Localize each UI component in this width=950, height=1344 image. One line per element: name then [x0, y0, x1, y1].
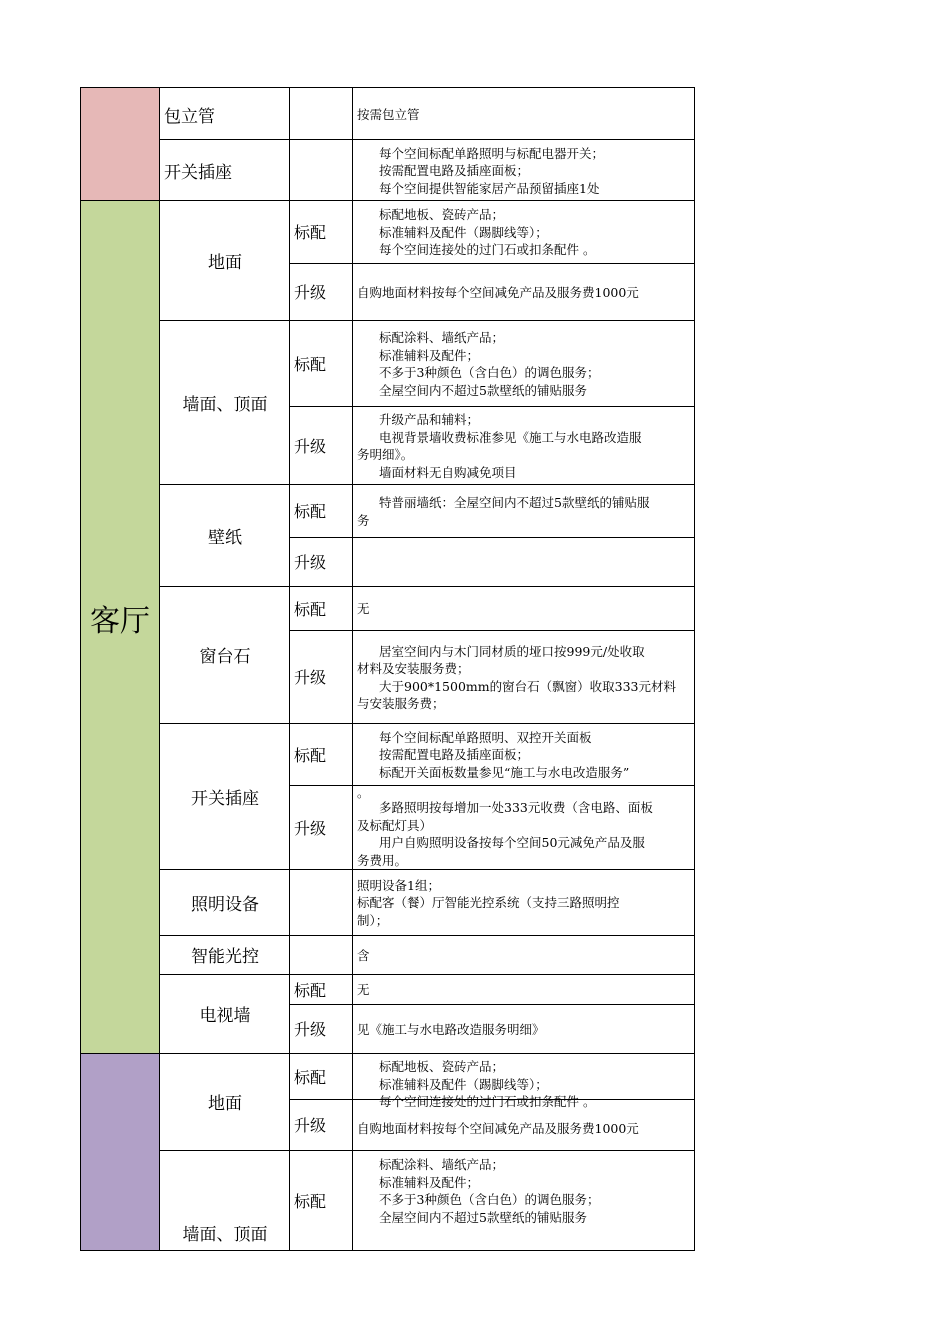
desc-cell	[353, 1004, 695, 1053]
desc-cell	[353, 200, 695, 263]
tier-upgrade: 升级	[294, 668, 327, 687]
desc-line: 墙面材料无自购减免项目	[379, 464, 517, 480]
desc-cell	[353, 320, 695, 406]
desc-line: 每个空间连接处的过门石或扣条配件 。	[379, 1094, 596, 1109]
desc-line: 标配涂料、墙纸产品；	[379, 1157, 505, 1172]
tier-standard: 标配	[294, 745, 327, 765]
grid-hline	[290, 1004, 695, 1005]
tier-standard: 标配	[294, 1192, 327, 1211]
desc-line: 务费用。	[357, 852, 408, 868]
grid-vline	[694, 87, 695, 1251]
room-block-purple	[81, 1053, 159, 1251]
item-cell: 墙面、顶面	[182, 1225, 268, 1245]
tier-upgrade: 升级	[294, 553, 327, 572]
tier-upgrade: 升级	[294, 436, 327, 456]
grid-hline	[81, 1053, 695, 1054]
desc-line: 标配地板、瓷砖产品；	[379, 207, 505, 223]
grid-hline	[81, 1250, 695, 1251]
desc-line: 标准辅料及配件；	[379, 1174, 480, 1190]
desc-line: 标配开关面板数量参见“施工与水电改造服务”	[379, 764, 630, 780]
grid-hline	[160, 484, 695, 485]
desc-line: 全屋空间内不超过5款壁纸的铺贴服务	[379, 382, 587, 398]
grid-hline	[290, 263, 695, 264]
desc-line: 制）；	[357, 912, 389, 928]
grid-hline	[160, 320, 695, 321]
item-cell: 地面	[208, 1094, 242, 1114]
tier-standard: 标配	[294, 223, 327, 242]
desc-line: 。	[357, 785, 370, 800]
item-cell: 壁纸	[208, 527, 242, 548]
desc-line: 每个空间标配单路照明与标配电器开关；	[379, 145, 605, 161]
desc-line: 标配地板、瓷砖产品；	[379, 1059, 505, 1074]
desc-line: 含	[357, 947, 370, 963]
desc-cell	[353, 140, 695, 200]
desc-cell	[353, 869, 695, 935]
desc-cell	[353, 484, 695, 537]
item-cell: 墙面、顶面	[182, 394, 268, 415]
grid-vline	[289, 87, 290, 1251]
desc-line: 及标配灯具）	[357, 817, 433, 833]
grid-vline	[80, 87, 81, 1251]
grid-hline	[290, 537, 695, 538]
grid-vline	[159, 87, 160, 1251]
grid-hline	[160, 1150, 695, 1151]
item-cell: 电视墙	[199, 1006, 251, 1026]
desc-line: 照明设备1组；	[357, 877, 440, 893]
desc-line: 标准辅料及配件；	[379, 347, 480, 363]
item-cell: 窗台石	[199, 647, 251, 667]
grid-hline	[290, 1099, 695, 1100]
grid-hline	[160, 974, 695, 975]
tier-upgrade: 升级	[294, 1020, 327, 1039]
tier-upgrade: 升级	[294, 818, 327, 838]
desc-line: 见《施工与水电路改造服务明细》	[357, 1021, 545, 1037]
desc-line: 务	[357, 512, 370, 528]
desc-line: 标配涂料、墙纸产品；	[379, 330, 505, 345]
room-label-living: 客厅	[90, 604, 150, 639]
desc-cell	[353, 1150, 695, 1251]
desc-line: 特普丽墙纸：全屋空间内不超过5款壁纸的铺贴服	[379, 495, 650, 510]
grid-hline	[160, 139, 695, 140]
grid-hline	[160, 869, 695, 870]
grid-hline	[160, 723, 695, 724]
item-cell: 包立管	[164, 106, 215, 127]
desc-line: 与安装服务费；	[357, 696, 445, 711]
grid-hline	[290, 630, 695, 631]
desc-line: 不多于3种颜色（含白色）的调色服务；	[379, 365, 600, 380]
tier-standard: 标配	[294, 1067, 327, 1087]
desc-line: 用户自购照明设备按每个空间50元减免产品及服	[379, 835, 645, 850]
desc-line: 多路照明按每增加一处333元收费（含电路、面板	[379, 800, 653, 815]
tier-standard: 标配	[294, 354, 327, 374]
tier-standard: 标配	[294, 502, 327, 521]
desc-line: 材料及安装服务费；	[357, 661, 470, 676]
desc-cell	[353, 723, 695, 785]
desc-cell	[353, 263, 695, 320]
desc-line: 无	[357, 982, 370, 998]
desc-line: 按需配置电路及插座面板；	[379, 163, 530, 179]
desc-line: 不多于3种颜色（含白色）的调色服务；	[379, 1192, 600, 1207]
grid-hline	[160, 935, 695, 936]
desc-cell	[353, 406, 695, 484]
desc-line: 按需包立管	[357, 107, 420, 123]
desc-line: 标配客（餐）厅智能光控系统（支持三路照明控	[357, 895, 620, 911]
desc-line: 居室空间内与木门同材质的垭口按999元/处收取	[379, 643, 645, 659]
grid-hline	[160, 586, 695, 587]
desc-cell	[353, 630, 695, 723]
desc-cell	[353, 1053, 695, 1113]
desc-line: 无	[357, 601, 370, 617]
grid-hline	[290, 785, 695, 786]
item-cell: 开关插座	[164, 162, 232, 183]
desc-line: 标准辅料及配件（踢脚线等）；	[379, 1076, 548, 1092]
tier-standard: 标配	[294, 980, 327, 1000]
desc-line: 自购地面材料按每个空间减免产品及服务费1000元	[357, 1121, 639, 1137]
desc-line: 每个空间提供智能家居产品预留插座1处	[379, 180, 600, 196]
room-block-pink	[81, 87, 159, 200]
desc-cell	[353, 88, 695, 140]
item-cell: 照明设备	[191, 894, 259, 915]
desc-cell	[353, 1106, 695, 1150]
desc-line: 标准辅料及配件（踢脚线等）；	[379, 224, 548, 240]
tier-upgrade: 升级	[294, 283, 327, 302]
tier-standard: 标配	[294, 599, 327, 619]
desc-line: 每个空间标配单路照明、双控开关面板	[379, 729, 592, 745]
desc-line: 自购地面材料按每个空间减免产品及服务费1000元	[357, 284, 639, 300]
grid-hline	[81, 87, 695, 88]
desc-cell	[353, 586, 695, 630]
desc-line: 电视背景墙收费标准参见《施工与水电路改造服	[379, 429, 642, 445]
item-cell: 开关插座	[191, 788, 259, 809]
desc-line: 每个空间连接处的过门石或扣条配件 。	[379, 242, 596, 258]
desc-line: 务明细》。	[357, 447, 414, 462]
desc-line: 大于900*1500mm的窗台石（飘窗）收取333元材料	[379, 678, 676, 694]
desc-line: 升级产品和辅料；	[379, 412, 480, 427]
desc-line: 全屋空间内不超过5款壁纸的铺贴服务	[379, 1209, 587, 1225]
tier-upgrade: 升级	[294, 1116, 327, 1135]
desc-cell	[353, 974, 695, 1004]
desc-line: 按需配置电路及插座面板；	[379, 747, 530, 763]
grid-hline	[81, 200, 695, 201]
item-cell: 地面	[208, 252, 242, 273]
desc-cell	[353, 935, 695, 974]
grid-hline	[290, 406, 695, 407]
desc-cell	[353, 785, 695, 869]
item-cell: 智能光控	[191, 947, 259, 967]
grid-vline	[352, 87, 353, 1251]
